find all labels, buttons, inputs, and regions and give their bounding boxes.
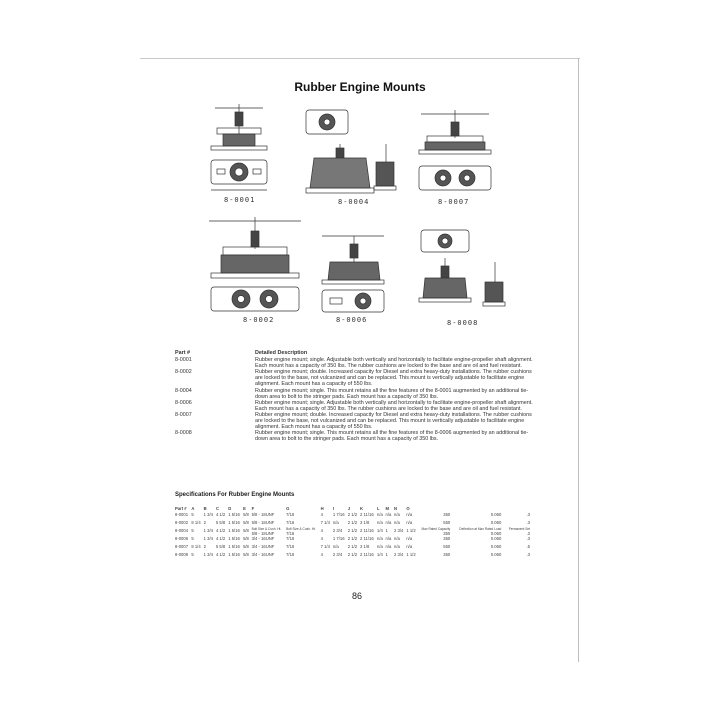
figure-label: 8-0004 xyxy=(338,198,370,206)
spec-header: E xyxy=(243,506,246,511)
spec-header: D xyxy=(228,506,232,511)
spec-cell: Bolt Size & Cush. Ht. 7/16 xyxy=(286,528,321,536)
spec-cell: 1 xyxy=(385,528,388,533)
spec-cell: 3 1/8 xyxy=(360,520,370,525)
spec-cell: 2 11/16 xyxy=(360,552,374,558)
spec-cell: 5/8 xyxy=(243,552,249,558)
spec-cell: 1 3/4 xyxy=(203,528,213,533)
spec-cell: 7 1/4 xyxy=(320,544,330,550)
spec-cell: 3/4 - 16UNF xyxy=(251,536,275,542)
spec-cell: 1 5/16 xyxy=(228,544,240,550)
spec-cell: n/a xyxy=(377,520,383,525)
spec-cell: 2 3/4 xyxy=(394,552,404,558)
spec-cell: 5 5/8 xyxy=(215,544,226,550)
part-number: 8-0007 xyxy=(175,411,192,418)
spec-cell: 5/8 xyxy=(243,536,249,542)
spec-cell: 350 xyxy=(443,536,451,542)
spec-row xyxy=(175,536,535,544)
part-number: 8-0006 xyxy=(175,399,192,406)
spec-header: Part # xyxy=(175,506,187,511)
spec-cell: 2 1/2 xyxy=(347,520,358,525)
spec-cell: n/a xyxy=(406,520,413,525)
spec-cell: 5 5/8 xyxy=(215,520,226,525)
spec-header: B xyxy=(203,506,207,511)
spec-cell: 8-0004 xyxy=(175,528,189,533)
spec-cell: n/a xyxy=(406,544,413,550)
spec-cell: .3 xyxy=(526,512,530,517)
spec-cell: 0.060 xyxy=(490,552,502,558)
spec-cell: 550 xyxy=(443,544,451,550)
part-description: Rubber engine mount; single. Adjustable both vertically and horizontally to facilitate engine-propeller shaft alignment. Each mount has a capacity of 350 lbs. The rubber cushions are locked to the base and are oil and fuel resistant. xyxy=(255,399,533,412)
description-header xyxy=(175,350,535,356)
spec-cell: 1 1/2 xyxy=(406,528,416,533)
figure-label: 8-0002 xyxy=(243,316,275,324)
spec-cell: 7/16 xyxy=(286,512,295,517)
specs-title: Specifications For Rubber Engine Mounts xyxy=(175,492,295,498)
spec-header: N xyxy=(394,506,398,511)
spec-cell: 4 1/2 xyxy=(215,536,226,542)
spec-cell: 5/8 - 18UNF xyxy=(251,512,275,517)
spec-cell: 2 xyxy=(203,520,206,525)
spec-column-note: Deflection at Max Rated Load xyxy=(459,527,502,531)
part-description: Rubber engine mount; double. Increased capacity for Diesel and extra heavy-duty installations. The rubber cushions are locked to the base, not vulcanized and can be replaced. This mount is vertically adjustable to facilitate engine alignment. Each mount has a capacity of 550 lbs. xyxy=(255,411,532,431)
spec-header: J xyxy=(347,506,351,511)
spec-cell: 1 xyxy=(385,552,388,558)
spec-cell: 0.060 xyxy=(490,544,502,550)
spec-cell: Deflection at Max Rated Load 0.060 xyxy=(455,528,506,536)
specs-table xyxy=(175,506,535,560)
spec-cell: Max Rated Capacity 350 xyxy=(419,528,456,536)
mount-drawing-8-0004 xyxy=(300,100,400,200)
page-top-edge xyxy=(140,58,580,59)
spec-cell: Bolt Size & Cush. Ht. 5/8 - 18UNF xyxy=(252,528,287,536)
part-column-header: Part # xyxy=(175,350,190,356)
spec-cell: 350 xyxy=(443,512,451,517)
description-row xyxy=(175,430,535,442)
spec-cell: 7/16 xyxy=(286,544,295,550)
spec-cell: n/a xyxy=(394,520,400,525)
spec-cell: 1 1/2 xyxy=(406,552,416,558)
spec-row xyxy=(175,544,535,552)
spec-cell: n/a xyxy=(377,536,383,542)
spec-header: G xyxy=(286,506,290,511)
spec-cell: 2 11/16 xyxy=(360,536,374,542)
spec-cell: 3/4 - 16UNF xyxy=(251,552,275,558)
mount-drawing-8-0001 xyxy=(205,100,275,200)
spec-cell: 5/8 - 18UNF xyxy=(251,520,275,525)
spec-cell: Permanent Set .3 xyxy=(506,528,535,536)
spec-cell: 8-0008 xyxy=(175,552,189,558)
spec-cell: n/a xyxy=(406,536,413,542)
spec-row xyxy=(175,512,535,520)
spec-cell: n/a xyxy=(406,512,413,517)
spec-column-note: Bolt Size & Cush. Ht. xyxy=(251,527,282,531)
spec-cell: 8 1/4 xyxy=(191,520,201,525)
spec-cell: 2 1/2 xyxy=(347,544,358,550)
spec-cell: 5/8 xyxy=(243,544,249,550)
figure-label: 8-0001 xyxy=(224,196,256,204)
spec-cell: n/a xyxy=(394,512,400,517)
spec-cell: n/a xyxy=(385,544,392,550)
spec-cell: 1 3/4 xyxy=(203,552,213,558)
spec-cell: 2 3/4 xyxy=(332,528,343,533)
description-row xyxy=(175,400,535,412)
spec-header: O xyxy=(406,506,410,511)
spec-column-note: Permanent Set xyxy=(508,527,530,531)
spec-cell: 1 5/16 xyxy=(228,520,240,525)
description-row xyxy=(175,388,535,400)
spec-cell: 4 1/2 xyxy=(215,528,226,533)
spec-cell: 5/8 xyxy=(243,520,249,525)
part-number: 8-0008 xyxy=(175,430,192,437)
spec-cell: n/a xyxy=(385,536,392,542)
description-row xyxy=(175,369,535,387)
spec-cell: n/a xyxy=(332,544,339,550)
spec-cell: 8-0001 xyxy=(175,512,189,517)
part-number: 8-0001 xyxy=(175,357,192,364)
spec-cell: 0.060 xyxy=(490,536,502,542)
spec-cell: 2 3/4 xyxy=(394,528,404,533)
spec-cell: 5 xyxy=(191,552,194,558)
spec-cell: 7 1/4 xyxy=(320,520,330,525)
spec-cell: 0.060 xyxy=(490,512,502,517)
spec-cell: 3 1/8 xyxy=(360,544,370,550)
spec-cell: .3 xyxy=(526,536,530,542)
spec-cell: 7/16 xyxy=(286,520,295,525)
spec-cell: 350 xyxy=(443,552,451,558)
part-description: Rubber engine mount; single. This mount retains all the fine features of the 8-0001 augmented by an additional tie-down area to bolt to the stringer pads. Each mount has a capacity of 350 lbs. xyxy=(255,387,529,400)
spec-cell: n/a xyxy=(394,544,400,550)
mount-drawing-8-0007 xyxy=(415,108,495,198)
page-right-edge xyxy=(578,58,579,662)
spec-cell: 1/4 xyxy=(377,528,383,533)
spec-row xyxy=(175,528,535,536)
description-row xyxy=(175,412,535,430)
spec-cell: 550 xyxy=(443,520,451,525)
spec-cell: n/a xyxy=(394,536,400,542)
part-number: 8-0004 xyxy=(175,387,192,394)
spec-cell: n/a xyxy=(385,512,392,517)
description-list xyxy=(175,350,535,442)
spec-cell: 4 xyxy=(320,552,323,558)
spec-cell: 2 1/2 xyxy=(347,536,358,542)
spec-cell: 8-0002 xyxy=(175,520,189,525)
description-row xyxy=(175,357,535,369)
spec-cell: 2 11/16 xyxy=(360,528,374,533)
description-column-header: Detailed Description xyxy=(255,350,308,356)
page-title: Rubber Engine Mounts xyxy=(294,80,426,94)
spec-header: F xyxy=(251,506,255,511)
spec-cell: 4 1/2 xyxy=(215,552,226,558)
figure-label: 8-0007 xyxy=(438,198,470,206)
spec-cell: 3/4 - 16UNF xyxy=(251,544,275,550)
figure-label: 8-0008 xyxy=(447,319,479,327)
spec-cell: 1 7/16 xyxy=(332,536,345,542)
spec-cell: 5/8 xyxy=(243,528,249,533)
part-description: Rubber engine mount; single. This mount retains all the fine features of the 8-0006 augmented by an additional tie-down area to bolt to the stringer pads. Each mount has a capacity of 350 lbs. xyxy=(255,430,529,443)
figure-label: 8-0006 xyxy=(336,316,368,324)
spec-header: C xyxy=(215,506,219,511)
spec-cell: 1 5/16 xyxy=(228,552,240,558)
spec-cell: 7/16 xyxy=(286,552,295,558)
spec-cell: 5 xyxy=(191,528,194,533)
spec-cell: 2 3/4 xyxy=(332,552,343,558)
mount-drawing-8-0006 xyxy=(318,232,388,317)
spec-cell: 4 1/2 xyxy=(215,512,226,517)
spec-cell: 8 1/4 xyxy=(191,544,201,550)
spec-cell: 2 1/2 xyxy=(347,528,358,533)
spec-header: K xyxy=(360,506,364,511)
spec-cell: 2 1/2 xyxy=(347,552,358,558)
spec-column-note: Max Rated Capacity xyxy=(421,527,451,531)
spec-header: L xyxy=(377,506,380,511)
spec-header: H xyxy=(320,506,324,511)
spec-cell: 5 xyxy=(191,536,194,542)
spec-cell: 2 1/2 xyxy=(347,512,358,517)
spec-cell: n/a xyxy=(377,544,383,550)
spec-cell: .3 xyxy=(526,520,530,525)
spec-cell: 1 5/16 xyxy=(228,512,240,517)
spec-cell: 5/8 xyxy=(243,512,249,517)
spec-column-note: Bolt Size & Cush. Ht. xyxy=(286,527,316,531)
spec-cell: n/a xyxy=(332,520,339,525)
part-description: Rubber engine mount; single. Adjustable both vertically and horizontally to facilitate engine-propeller shaft alignment. Each mount has a capacity of 350 lbs. The rubber cushions are locked to the base and are oil and fuel resistant. xyxy=(255,357,533,370)
spec-cell: .3 xyxy=(526,552,530,558)
part-description: Rubber engine mount; double. Increased capacity for Diesel and extra heavy-duty installations. The rubber cushions are locked to the base, not vulcanized and can be replaced. This mount is vertically adjustable to facilitate engine alignment. Each mount has a capacity of 550 lbs. xyxy=(255,369,532,388)
spec-header: A xyxy=(191,506,195,511)
spec-row xyxy=(175,552,535,560)
spec-cell: 2 xyxy=(203,544,206,550)
spec-cell: 7/16 xyxy=(286,536,295,542)
spec-cell: 4 xyxy=(320,512,323,517)
mount-drawing-8-0008 xyxy=(415,222,510,317)
spec-cell: n/a xyxy=(385,520,392,525)
spec-cell: 1 5/16 xyxy=(228,536,240,542)
page-number: 86 xyxy=(352,591,363,601)
spec-cell: 2 11/16 xyxy=(360,512,374,517)
spec-cell: 4 xyxy=(320,528,323,533)
mount-drawing-8-0002 xyxy=(205,215,305,315)
spec-cell: 1 3/4 xyxy=(203,512,213,517)
spec-header: M xyxy=(385,506,390,511)
spec-cell: 0.060 xyxy=(490,520,502,525)
spec-cell: 8-0006 xyxy=(175,536,189,542)
spec-cell: 4 xyxy=(320,536,323,542)
spec-cell: 1 5/16 xyxy=(228,528,240,533)
spec-cell: 8-0007 xyxy=(175,544,189,550)
spec-cell: 1 3/4 xyxy=(203,536,213,542)
spec-cell: n/a xyxy=(377,512,383,517)
spec-cell: 1/4 xyxy=(377,552,383,558)
spec-header: I xyxy=(332,506,335,511)
specs-body xyxy=(175,512,535,560)
part-number: 8-0002 xyxy=(175,369,192,376)
spec-cell: 5 xyxy=(191,512,194,517)
spec-cell: .5 xyxy=(526,544,530,550)
spec-cell: 1 7/16 xyxy=(332,512,345,517)
